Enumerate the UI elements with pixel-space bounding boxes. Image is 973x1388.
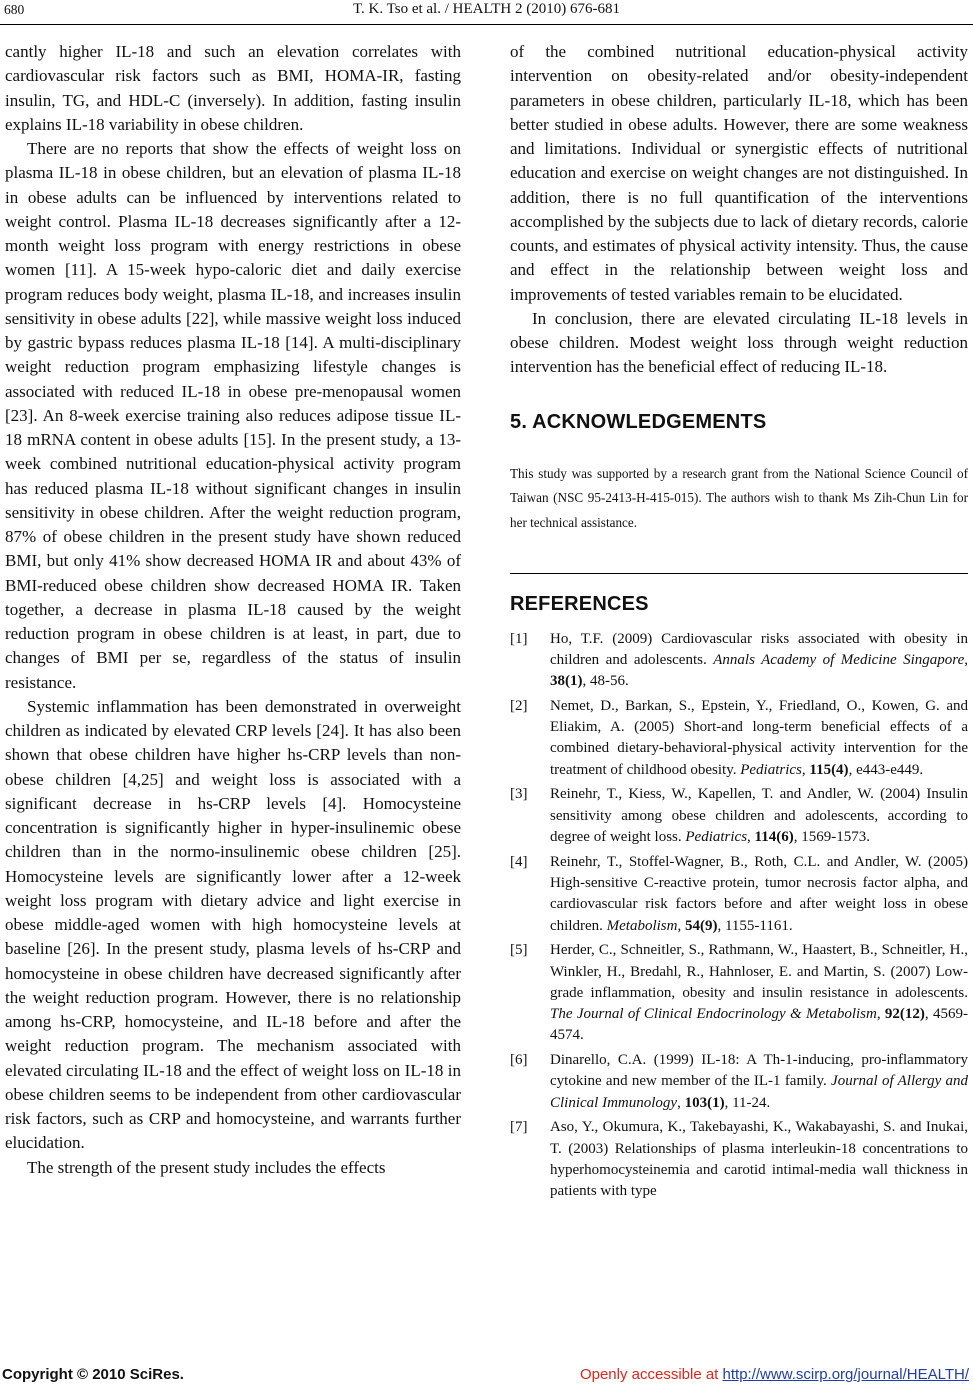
reference-separator: , <box>677 1094 685 1111</box>
reference-separator: , <box>677 917 685 934</box>
reference-journal: Pediatrics <box>740 761 802 778</box>
reference-item <box>510 852 968 937</box>
right-column <box>510 40 968 1206</box>
page-footer <box>0 1366 973 1388</box>
running-head: T. K. Tso et al. / HEALTH 2 (2010) 676-681 <box>353 1 620 17</box>
reference-pages: , 1155-1161. <box>717 917 793 934</box>
reference-number: [3] <box>510 786 528 803</box>
reference-pages: , 11-24. <box>724 1094 771 1111</box>
journal-link[interactable]: http://www.scirp.org/journal/HEALTH/ <box>722 1366 969 1383</box>
reference-number: [4] <box>510 853 528 870</box>
reference-separator: , <box>964 651 968 668</box>
reference-volume: 92(12) <box>884 1006 925 1023</box>
reference-pages: , e443-e449. <box>848 761 924 778</box>
reference-journal: Journal of Allergy and Clinical Immunology <box>550 1073 968 1111</box>
acknowledgements-heading: 5. ACKNOWLEDGEMENTS <box>510 410 767 433</box>
reference-text: Herder, C., Schneitler, S., Rathmann, W., Haastert, B., Schneitler, H., Winkler, H., Bredahl, R., Hahnloser, E. and Martin, S. (2007) Low-grade inflammation, obesity and insulin resistance in adolescents. <box>550 942 968 1001</box>
reference-pages: , 1569-1573. <box>793 828 870 845</box>
reference-text: Reinehr, T., Kiess, W., Kapellen, T. and Andler, W. (2004) Insulin sensitivity among obese children and adolescents, according to degree of weight loss. <box>550 786 968 845</box>
body-paragraph: In conclusion, there are elevated circulating IL-18 levels in obese children. Modest weight loss through weight reduction intervention has the beneficial effect of reducing IL-18. <box>510 308 968 377</box>
left-column <box>5 40 461 1180</box>
reference-journal: The Journal of Clinical Endocrinology & Metabolism <box>550 1006 877 1023</box>
reference-item <box>510 1050 968 1114</box>
body-paragraph: The strength of the present study includes the effects <box>27 1157 386 1177</box>
reference-number: [5] <box>510 942 528 959</box>
access-text: Openly accessible at <box>579 1366 723 1383</box>
reference-pages: , 48-56. <box>582 673 629 690</box>
section-divider <box>510 573 968 574</box>
reference-text: Aso, Y., Okumura, K., Takebayashi, K., Wakabayashi, S. and Inukai, T. (2003) Relationships of plasma interleukin-18 concentrations to hyperhomocysteinemia and carotid intimal-media wall thickness in patients with type <box>550 1119 968 1200</box>
body-paragraph: cantly higher IL-18 and such an elevation correlates with cardiovascular risk factors such as BMI, HOMA-IR, fasting insulin, TG, and HDL-C (inversely). In addition, fasting insulin explains IL-18 variability in obese children. <box>5 42 461 134</box>
acknowledgements-text: This study was supported by a research grant from the National Science Council of Taiwan (NSC 95-2413-H-415-015). The authors wish to thank Ms Zih-Chun Lin for her technical assistance. <box>510 465 968 530</box>
page-number: 680 <box>4 2 25 17</box>
reference-journal: Annals Academy of Medicine Singapore <box>713 651 965 668</box>
reference-volume: 114(6) <box>754 828 794 845</box>
access-notice <box>580 1366 969 1383</box>
body-paragraph: There are no reports that show the effects of weight loss on plasma IL-18 in obese children, but an elevation of plasma IL-18 in obese adults can be influenced by interventions related to weight control. Plasma IL-18 decreases significantly after a 12-month weight loss program with energy restrictions in obese women [11]. A 15-week hypo-caloric diet and daily exercise program reduces body weight, plasma IL-18, and increases insulin sensitivity in obese adults [22], while massive weight loss induced by gastric bypass reduces plasma IL-18 [14]. A multi-disciplinary weight reduction program emphasizing lifestyle changes is associated with reduced IL-18 in obese pre-menopausal women [23]. An 8-week exercise training also reduces adipose tissue IL-18 mRNA content in obese adults [15]. In the present study, a 13-week combined nutritional education-physical activity program has reduced plasma IL-18 without significant changes in insulin sensitivity in obese children. After the weight reduction program, 87% of obese children in the present study have shown reduced BMI, but only 41% show decreased HOMA IR and about 43% of BMI-reduced obese children show decreased HOMA IR. Taken together, a decrease in plasma IL-18 caused by the weight reduction program in obese children is at least, in part, due to changes of BMI per se, regardless of the status of insulin resistance. <box>5 139 461 692</box>
reference-item <box>510 940 968 1046</box>
reference-number: [6] <box>510 1052 528 1069</box>
reference-separator: , <box>747 828 755 845</box>
reference-journal: Metabolism <box>606 917 678 934</box>
reference-number: [7] <box>510 1119 528 1136</box>
body-paragraph: of the combined nutritional education-physical activity intervention on obesity-related and/or obesity-independent parameters in obese children, particularly IL-18, which has been better studied in obese adults. However, there are some weakness and limitations. Individual or synergistic effects of nutritional education and exercise on weight changes are not distinguished. In addition, there is no full quantification of the interventions accomplished by the subjects due to lack of dietary records, calorie counts, and estimates of physical activity intensity. Thus, the cause and effect in the relationship between weight loss and improvements of tested variables remain to be elucidated. <box>510 42 968 304</box>
reference-number: [1] <box>510 630 528 647</box>
page-header <box>0 0 973 25</box>
copyright-notice: Copyright © 2010 SciRes. <box>2 1366 184 1383</box>
reference-text: Nemet, D., Barkan, S., Epstein, Y., Friedland, O., Kowen, G. and Eliakim, A. (2005) Short-and long-term beneficial effects of a combined dietary-behavioral-physical activity intervention for the treatment of childhood obesity. <box>550 697 968 778</box>
body-paragraph: Systemic inflammation has been demonstrated in overweight children as indicated by elevated CRP levels [24]. It has also been shown that obese children have higher hs-CRP levels than non-obese children [4,25] and weight loss is associated with a significant decrease in hs-CRP levels [4]. Homocysteine concentration is significantly higher in hyper-insulinemic obese children than in the normo-insulinemic obese children [25]. Homocysteine levels are significantly lower after a 12-week weight loss program with dietary advice and light exercise in obese middle-aged women with high homocysteine levels at baseline [26]. In the present study, plasma levels of hs-CRP and homocysteine in obese children have decreased significantly after the weight reduction program. However, there is no relationship among hs-CRP, homocysteine, and IL-18 before and after the weight reduction program. The mechanism associated with elevated circulating IL-18 and the effect of weight loss on IL-18 in obese children seems to be independent from other cardiovascular risk factors, such as CRP and homocysteine, and warrants further elucidation. <box>5 696 461 1153</box>
reference-item <box>510 1117 968 1202</box>
reference-item <box>510 696 968 781</box>
reference-item <box>510 784 968 848</box>
reference-text: Reinehr, T., Stoffel-Wagner, B., Roth, C.L. and Andler, W. (2005) High-sensitive C-reactive protein, tumor necrosis factor alpha, and cardiovascular risk factors before and after weight loss in obese children. <box>550 853 968 934</box>
references-heading: REFERENCES <box>510 593 649 616</box>
reference-volume: 54(9) <box>684 917 718 934</box>
reference-volume: 103(1) <box>684 1094 725 1111</box>
reference-pages: , 4569-4574. <box>550 1006 969 1044</box>
reference-journal: Pediatrics <box>685 828 748 845</box>
reference-volume: 38(1) <box>550 673 583 690</box>
reference-text: Ho, T.F. (2009) Cardiovascular risks associated with obesity in children and adolescents. <box>550 630 968 668</box>
reference-item <box>510 629 968 693</box>
reference-list <box>510 629 968 1203</box>
reference-volume: 115(4) <box>809 761 849 778</box>
reference-separator: , <box>876 1006 885 1023</box>
reference-text: Dinarello, C.A. (1999) IL-18: A Th-1-inducing, pro-inflammatory cytokine and new member of the IL-1 family. <box>550 1052 968 1090</box>
reference-separator: , <box>801 761 810 778</box>
reference-number: [2] <box>510 697 528 714</box>
